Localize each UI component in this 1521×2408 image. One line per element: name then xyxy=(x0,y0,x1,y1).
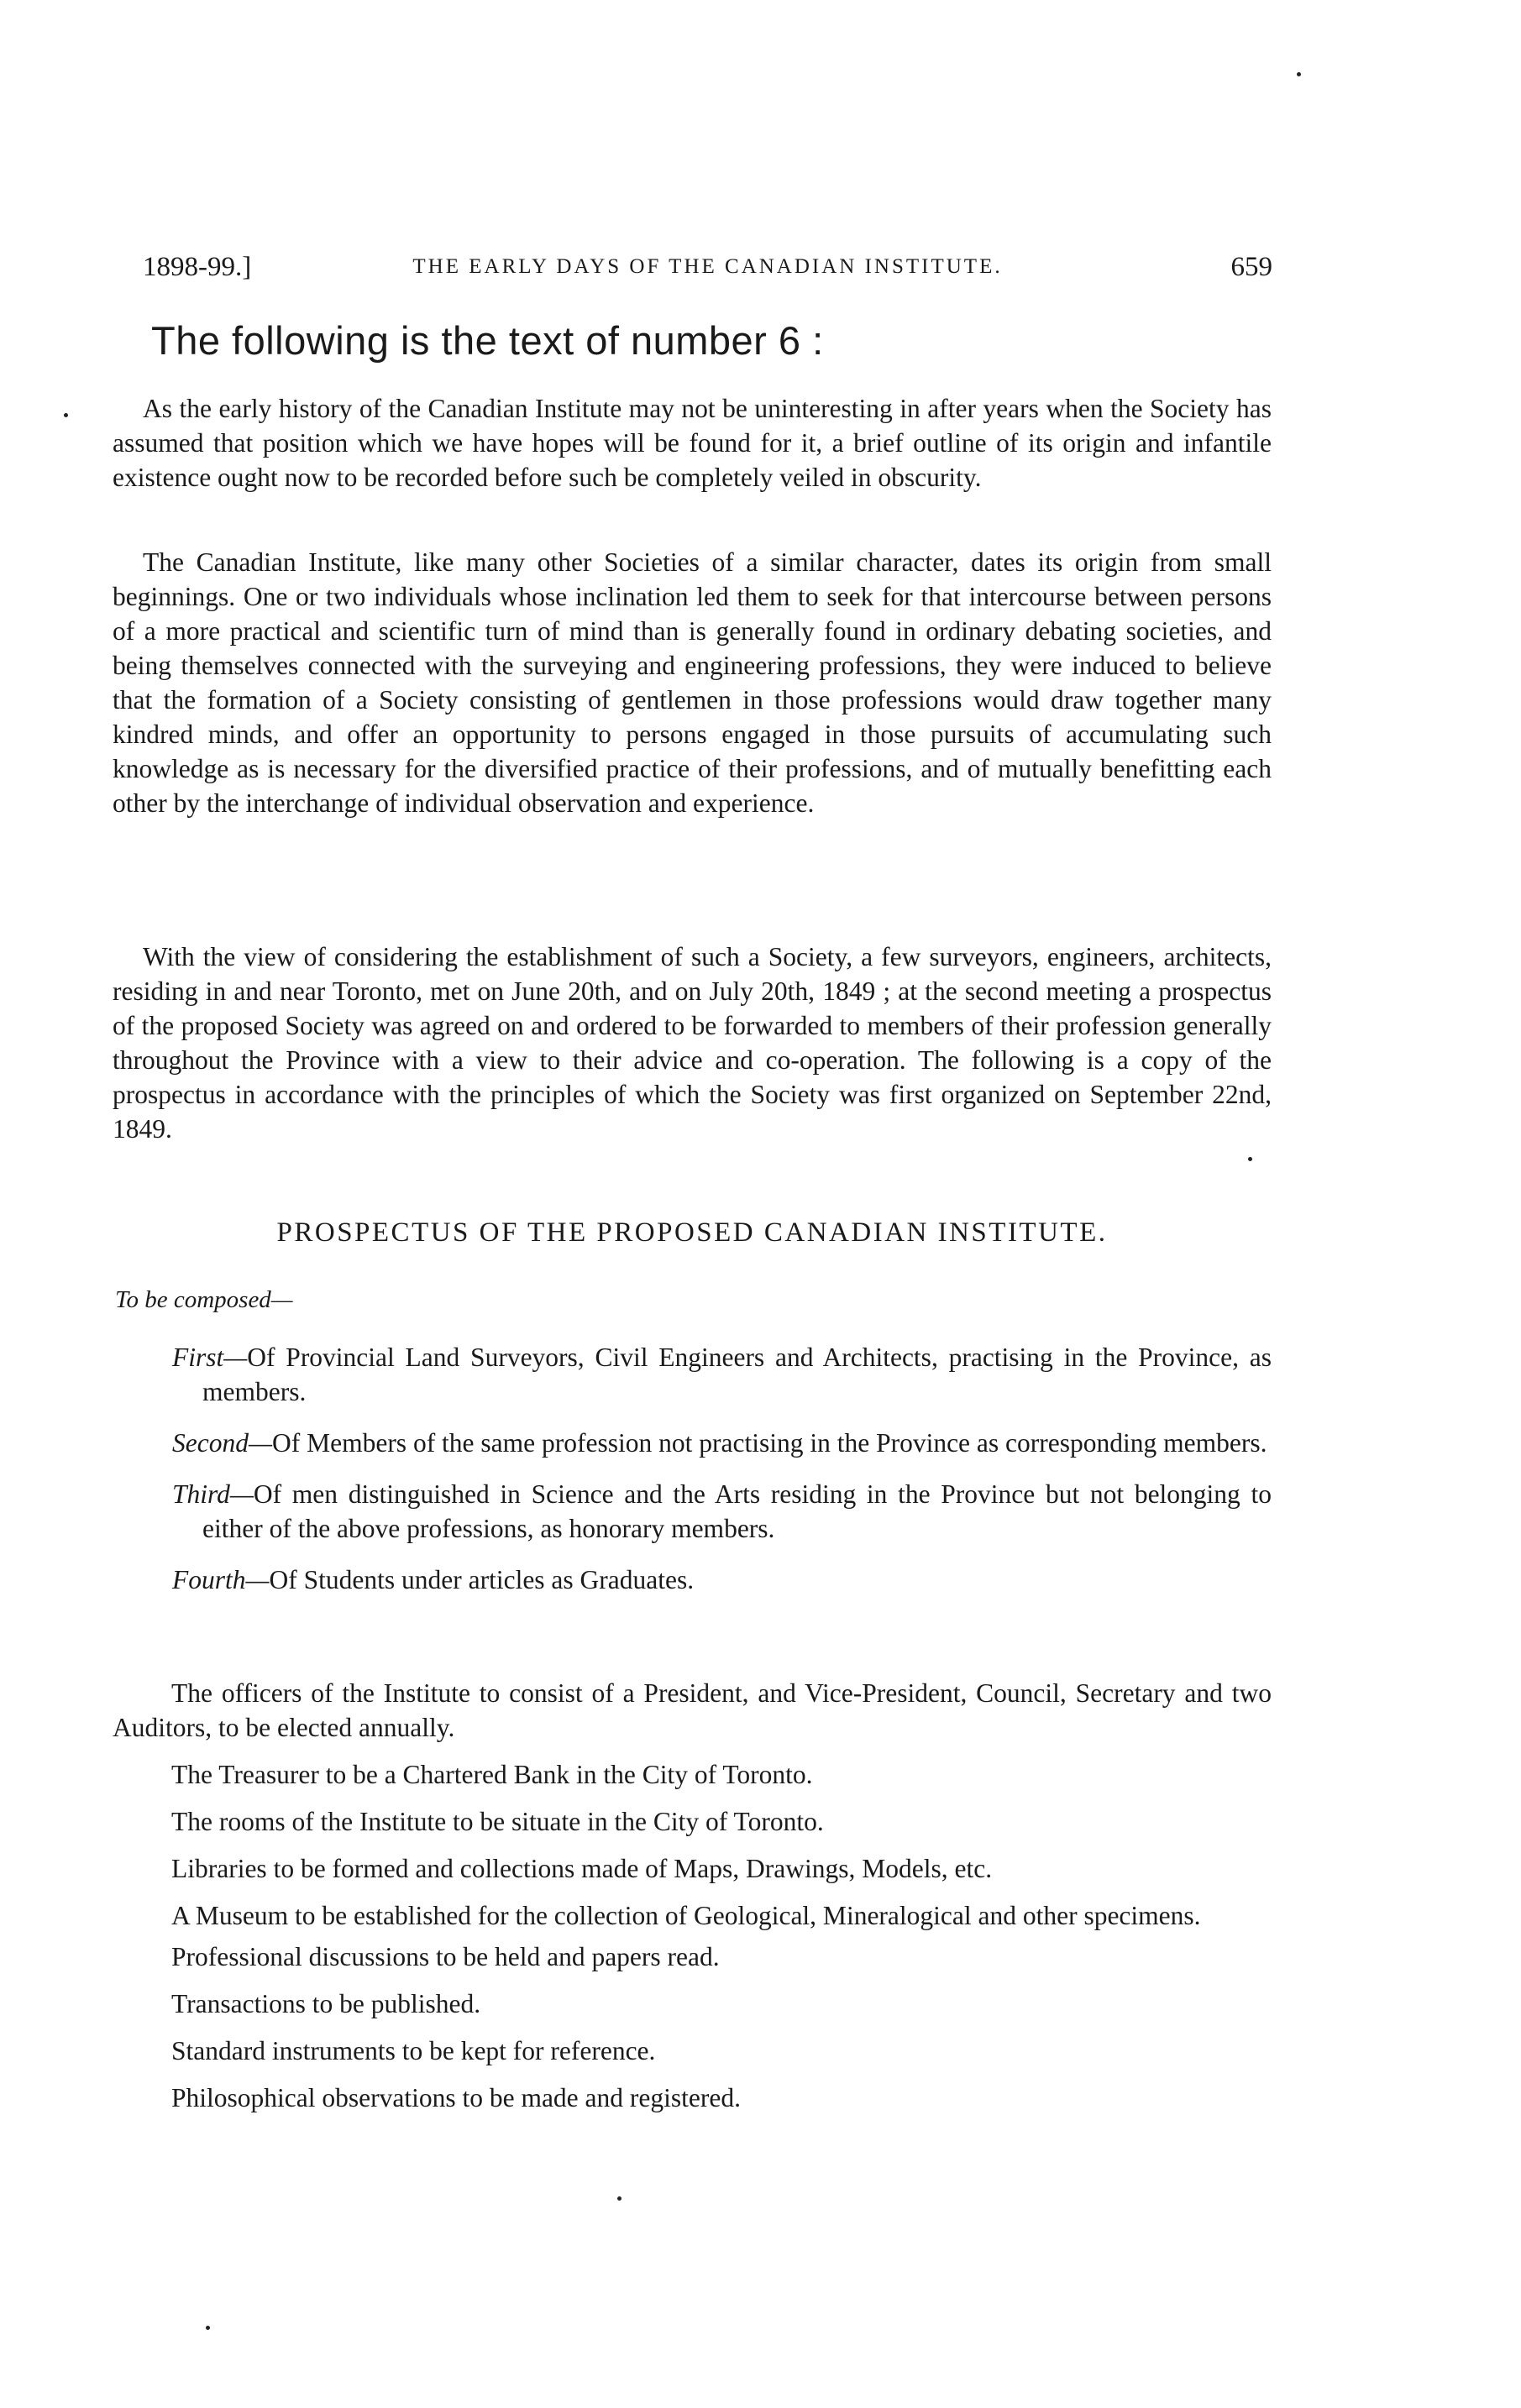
speck-dot xyxy=(206,2326,210,2330)
member-ordinal: Second— xyxy=(172,1428,272,1458)
paragraph xyxy=(113,545,1272,820)
prospectus-title: PROSPECTUS OF THE PROPOSED CANADIAN INSTITUTE. xyxy=(276,1217,1108,1248)
members-list xyxy=(172,1340,1272,1597)
section-heading: The following is the text of number 6 : xyxy=(151,318,824,363)
provision-item: Standard instruments to be kept for reference. xyxy=(171,2036,656,2065)
provision-item: Philosophical observations to be made and registered. xyxy=(171,2083,741,2112)
paragraph xyxy=(113,940,1272,1146)
running-head xyxy=(143,252,1272,289)
speck-dot xyxy=(64,413,68,417)
member-item xyxy=(172,1340,1272,1409)
provision-item: A Museum to be established for the collection of Geological, Mineralogical and other specimens. xyxy=(171,1901,1201,1930)
member-ordinal: First— xyxy=(172,1343,248,1372)
provision-item: Transactions to be published. xyxy=(171,1989,481,2018)
paragraph-text: With the view of considering the establishment of such a Society, a few surveyors, engineers, architects, residing in and near Toronto, met on June 20th, and on July 20th, 1849 ; at the second meeting a prospectus of the proposed Society was agreed on and ordered to be forwarded to members of their profession generally throughout the Province with a view to their advice and co-operation. The following is a copy of the prospectus in accordance with the principles of which the Society was first organized on September 22nd, 1849. xyxy=(113,942,1272,1144)
speck-dot xyxy=(1297,72,1301,76)
paragraph xyxy=(113,391,1272,495)
member-item xyxy=(172,1477,1272,1546)
member-ordinal: Third— xyxy=(172,1479,254,1509)
paragraph-text: As the early history of the Canadian Institute may not be uninteresting in after years when the Society has assumed that position which we have hopes will be found for it, a brief outline of its origin and infantile existence ought now to be recorded before such be completely veiled in obscurity. xyxy=(113,394,1272,492)
composed-label: To be composed— xyxy=(115,1286,293,1313)
provisions-list xyxy=(113,1676,1272,2128)
speck-dot xyxy=(617,2196,622,2201)
running-head-title: THE EARLY DAYS OF THE CANADIAN INSTITUTE. xyxy=(412,255,1003,278)
member-item xyxy=(172,1426,1272,1460)
member-text: Of Provincial Land Surveyors, Civil Engineers and Architects, practising in the Province, as members. xyxy=(202,1343,1272,1406)
paragraph-text: The Canadian Institute, like many other Societies of a similar character, dates its origin from small beginnings. One or two individuals whose inclination led them to seek for that intercourse between persons of a more practical and scientific turn of mind than is generally found in ordinary debating societies, and being themselves connected with the surveying and engineering professions, they were induced to believe that the formation of a Society consisting of gentlemen in those professions would draw together many kindred minds, and offer an opportunity to persons engaged in those pursuits of accumulating such knowledge as is necessary for the diversified practice of their professions, and of mutually benefitting each other by the interchange of individual observation and experience. xyxy=(113,547,1272,818)
member-text: Of Students under articles as Graduates. xyxy=(269,1565,695,1594)
member-text: Of men distinguished in Science and the Arts residing in the Province but not belonging to either of the above professions, as honorary members. xyxy=(202,1479,1272,1543)
member-item xyxy=(172,1563,1272,1597)
provision-item: Libraries to be formed and collections made of Maps, Drawings, Models, etc. xyxy=(171,1854,993,1883)
provision-item: The rooms of the Institute to be situate in the City of Toronto. xyxy=(171,1807,824,1836)
running-head-date: 1898-99.] xyxy=(143,252,252,282)
member-ordinal: Fourth— xyxy=(172,1565,270,1594)
member-text: Of Members of the same profession not practising in the Province as corresponding members. xyxy=(271,1428,1267,1458)
speck-dot xyxy=(1248,1157,1252,1161)
page-number: 659 xyxy=(1230,252,1272,282)
provision-item: The officers of the Institute to consist of a President, and Vice-President, Council, Secretary and two Auditors, to be elected annually. xyxy=(113,1678,1272,1742)
provision-item: Professional discussions to be held and papers read. xyxy=(171,1942,720,1971)
provision-item: The Treasurer to be a Chartered Bank in the City of Toronto. xyxy=(171,1760,813,1789)
